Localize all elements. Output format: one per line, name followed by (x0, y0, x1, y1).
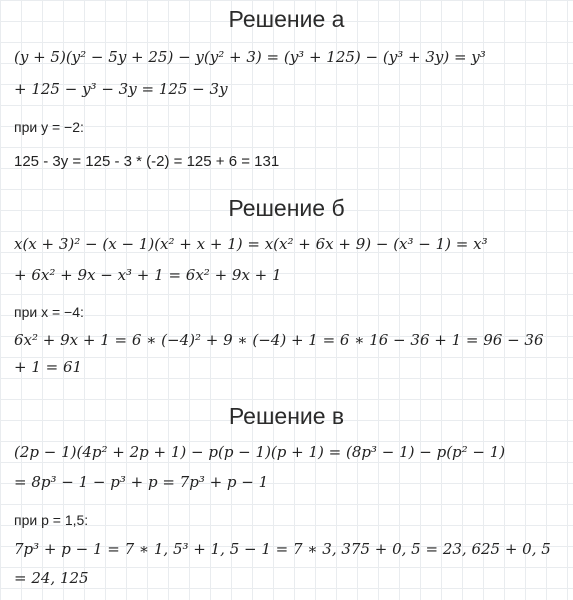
part-a-calculation: 125 - 3y = 125 - 3 * (-2) = 125 + 6 = 131 (14, 153, 280, 170)
part-a-equation-line-2: + 125 − y³ − 3y = 125 − 3y (14, 80, 228, 98)
part-c-calculation-line-1: 7p³ + p − 1 = 7 ∗ 1, 5³ + 1, 5 − 1 = 7 ∗ 3, 375 + 0, 5 = 23, 625 + 0, 5 (14, 540, 551, 558)
heading-part-b: Решение б (228, 195, 345, 221)
part-b-equation-line-1: x(x + 3)² − (x − 1)(x² + x + 1) = x(x² + 6x + 9) − (x³ − 1) = x³ (14, 235, 488, 253)
part-b-condition: при x = −4: (14, 304, 84, 320)
part-b-calculation-line-2: + 1 = 61 (14, 358, 83, 376)
part-b-equation-line-2: + 6x² + 9x − x³ + 1 = 6x² + 9x + 1 (14, 266, 282, 284)
part-c-equation-line-1: (2p − 1)(4p² + 2p + 1) − p(p − 1)(p + 1) = (8p³ − 1) − p(p² − 1) (14, 443, 506, 461)
heading-part-a: Решение а (228, 6, 345, 32)
part-b-calculation-line-1: 6x² + 9x + 1 = 6 ∗ (−4)² + 9 ∗ (−4) + 1 = 6 ∗ 16 − 36 + 1 = 96 − 36 (14, 331, 544, 349)
part-c-calculation-line-2: = 24, 125 (14, 569, 89, 587)
part-c-condition: при p = 1,5: (14, 512, 89, 528)
part-a-condition: при y = −2: (14, 119, 84, 135)
heading-part-c: Решение в (228, 403, 345, 429)
part-a-equation-line-1: (y + 5)(y² − 5y + 25) − y(y² + 3) = (y³ + 125) − (y³ + 3y) = y³ (14, 48, 486, 66)
part-c-equation-line-2: = 8p³ − 1 − p³ + p = 7p³ + p − 1 (14, 473, 269, 491)
